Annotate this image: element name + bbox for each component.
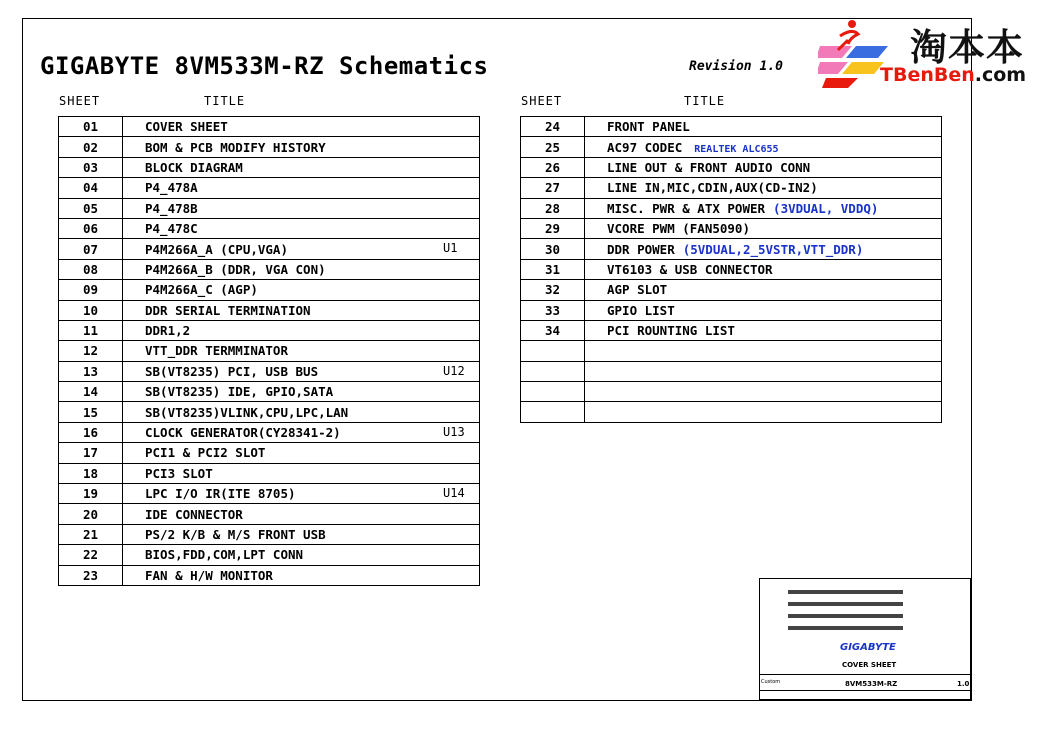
table-row bbox=[59, 239, 480, 259]
sheet-number: 11 bbox=[59, 320, 123, 340]
title-block-model: 8VM533M-RZ bbox=[845, 680, 898, 688]
sheet-number: 30 bbox=[521, 239, 585, 259]
table-row bbox=[59, 137, 480, 157]
sheet-title-cell bbox=[123, 300, 480, 320]
table-row bbox=[521, 198, 942, 218]
sheet-title-cell bbox=[123, 361, 480, 381]
sheet-title-cell bbox=[585, 382, 942, 402]
sheet-number bbox=[521, 361, 585, 381]
sheet-number: 33 bbox=[521, 300, 585, 320]
sheet-title-cell bbox=[585, 361, 942, 381]
sheet-title-cell bbox=[123, 239, 480, 259]
sheet-title: PS/2 K/B & M/S FRONT USB bbox=[145, 527, 326, 542]
sheet-title-cell bbox=[585, 198, 942, 218]
table-row bbox=[59, 157, 480, 177]
sheet-title: P4M266A_A (CPU,VGA) bbox=[145, 241, 288, 257]
sheet-title-cell bbox=[585, 402, 942, 422]
sheet-title-cell bbox=[123, 280, 480, 300]
sheet-number: 34 bbox=[521, 320, 585, 340]
title-block bbox=[759, 578, 971, 700]
sheet-number: 06 bbox=[59, 218, 123, 238]
title-block-divider bbox=[760, 690, 970, 691]
sheet-title-cell bbox=[123, 117, 480, 137]
sheet-number: 28 bbox=[521, 198, 585, 218]
sheet-number: 20 bbox=[59, 504, 123, 524]
table-row bbox=[521, 320, 942, 340]
sheet-title: DDR POWER bbox=[607, 241, 675, 257]
sheet-title-cell bbox=[123, 198, 480, 218]
sheet-title-cell bbox=[123, 422, 480, 442]
sheet-title: VT6103 & USB CONNECTOR bbox=[607, 261, 773, 277]
sheet-number: 23 bbox=[59, 565, 123, 585]
sheet-title: PCI3 SLOT bbox=[145, 465, 213, 481]
sheet-title: IDE CONNECTOR bbox=[145, 506, 243, 522]
table-row bbox=[521, 178, 942, 198]
table-row bbox=[521, 239, 942, 259]
sheet-title: SB(VT8235) IDE, GPIO,SATA bbox=[145, 384, 334, 400]
sheet-title: P4_478A bbox=[145, 180, 198, 196]
sheet-number: 05 bbox=[59, 198, 123, 218]
sheet-extra-note: (3VDUAL, VDDQ) bbox=[773, 200, 879, 216]
left-sheet-header: SHEET bbox=[59, 94, 101, 108]
table-row bbox=[59, 117, 480, 137]
sheet-title: PCI ROUNTING LIST bbox=[607, 323, 735, 339]
table-row bbox=[521, 382, 942, 402]
table-row bbox=[521, 341, 942, 361]
sheet-number: 22 bbox=[59, 545, 123, 565]
table-row bbox=[59, 565, 480, 585]
sheet-number: 29 bbox=[521, 218, 585, 238]
table-row bbox=[59, 545, 480, 565]
sheet-title: FAN & H/W MONITOR bbox=[145, 567, 273, 583]
sheet-number: 01 bbox=[59, 117, 123, 137]
sheet-title-cell bbox=[585, 218, 942, 238]
sheet-title-cell bbox=[123, 218, 480, 238]
sheet-title: BLOCK DIAGRAM bbox=[145, 159, 243, 175]
sheet-title-cell bbox=[585, 280, 942, 300]
table-row bbox=[59, 280, 480, 300]
sheet-title-cell bbox=[123, 524, 480, 544]
right-sheet-header: SHEET bbox=[521, 94, 563, 108]
sheet-title-cell bbox=[123, 545, 480, 565]
sheet-title: P4M266A_C (AGP) bbox=[145, 282, 258, 298]
sheet-title-cell bbox=[123, 157, 480, 177]
title-block-custom-label: Custom bbox=[761, 679, 781, 685]
sheet-title: P4_478B bbox=[145, 200, 198, 216]
table-row bbox=[521, 402, 942, 422]
sheet-title: SB(VT8235) PCI, USB BUS bbox=[145, 363, 319, 379]
sheet-title-cell bbox=[123, 137, 480, 157]
sheet-title: COVER SHEET bbox=[145, 119, 228, 135]
sheet-number: 03 bbox=[59, 157, 123, 177]
table-row bbox=[521, 259, 942, 279]
sheet-title: VTT_DDR TERMMINATOR bbox=[145, 343, 288, 359]
component-ref-note: U12 bbox=[443, 363, 465, 378]
sheet-number: 16 bbox=[59, 422, 123, 442]
component-ref-note: U13 bbox=[443, 424, 465, 439]
sheet-title-cell bbox=[585, 300, 942, 320]
sheet-number: 19 bbox=[59, 484, 123, 504]
sheet-title-cell bbox=[123, 504, 480, 524]
sheet-number: 12 bbox=[59, 341, 123, 361]
table-row bbox=[59, 422, 480, 442]
sheet-title: LPC I/O IR(ITE 8705) bbox=[145, 486, 296, 502]
sheet-title: BIOS,FDD,COM,LPT CONN bbox=[145, 547, 304, 563]
sheet-number: 18 bbox=[59, 463, 123, 483]
title-block-bar bbox=[788, 626, 903, 630]
sheet-title: AGP SLOT bbox=[607, 282, 668, 298]
sheet-number bbox=[521, 382, 585, 402]
table-row bbox=[521, 300, 942, 320]
sheet-title-cell bbox=[585, 157, 942, 177]
sheet-title-cell bbox=[123, 443, 480, 463]
sheet-number: 27 bbox=[521, 178, 585, 198]
sheet-title: DDR1,2 bbox=[145, 323, 191, 339]
component-ref-note: U14 bbox=[443, 486, 465, 501]
left-title-header: TITLE bbox=[204, 94, 246, 108]
title-block-sheet-name: COVER SHEET bbox=[842, 661, 897, 669]
table-row bbox=[59, 443, 480, 463]
sheet-title-cell bbox=[123, 178, 480, 198]
sheet-number: 31 bbox=[521, 259, 585, 279]
revision-label: Revision 1.0 bbox=[689, 59, 783, 74]
table-row bbox=[59, 524, 480, 544]
sheet-number bbox=[521, 341, 585, 361]
sheet-title: DDR SERIAL TERMINATION bbox=[145, 302, 311, 318]
table-row bbox=[521, 137, 942, 157]
table-row bbox=[59, 300, 480, 320]
sheet-title-cell bbox=[585, 341, 942, 361]
sheet-extra-note: (5VDUAL,2_5VSTR,VTT_DDR) bbox=[682, 241, 864, 257]
table-row bbox=[521, 117, 942, 137]
title-block-bar bbox=[788, 602, 903, 606]
logo-brand-text: TBenBen.com bbox=[880, 64, 1027, 86]
table-row bbox=[521, 218, 942, 238]
component-ref-note: U1 bbox=[443, 241, 458, 256]
table-row bbox=[59, 218, 480, 238]
title-block-bar bbox=[788, 614, 903, 618]
sheet-title-cell bbox=[585, 117, 942, 137]
sheet-number: 24 bbox=[521, 117, 585, 137]
sheet-title-cell bbox=[123, 320, 480, 340]
sheet-title: GPIO LIST bbox=[607, 302, 675, 318]
table-row bbox=[59, 402, 480, 422]
sheet-number: 10 bbox=[59, 300, 123, 320]
table-row bbox=[521, 157, 942, 177]
table-row bbox=[521, 361, 942, 381]
table-row bbox=[59, 320, 480, 340]
sheet-number: 13 bbox=[59, 361, 123, 381]
sheet-extra-note: REALTEK ALC655 bbox=[694, 143, 779, 155]
table-row bbox=[59, 341, 480, 361]
sheet-title-cell bbox=[123, 463, 480, 483]
table-row bbox=[59, 463, 480, 483]
sheet-title: PCI1 & PCI2 SLOT bbox=[145, 445, 266, 461]
sheet-number: 02 bbox=[59, 137, 123, 157]
table-row bbox=[59, 382, 480, 402]
sheet-number: 15 bbox=[59, 402, 123, 422]
right-sheet-table bbox=[520, 116, 942, 423]
sheet-title: CLOCK GENERATOR(CY28341-2) bbox=[145, 425, 341, 441]
sheet-title-cell bbox=[585, 178, 942, 198]
sheet-number: 17 bbox=[59, 443, 123, 463]
sheet-title: VCORE PWM (FAN5090) bbox=[607, 221, 750, 237]
table-row bbox=[59, 484, 480, 504]
sheet-title: P4_478C bbox=[145, 221, 198, 237]
sheet-number: 09 bbox=[59, 280, 123, 300]
sheet-number: 21 bbox=[59, 524, 123, 544]
sheet-title-cell bbox=[585, 259, 942, 279]
sheet-title: FRONT PANEL bbox=[607, 119, 690, 135]
sheet-title-cell bbox=[123, 484, 480, 504]
sheet-title: AC97 CODEC bbox=[607, 139, 683, 155]
sheet-title: LINE OUT & FRONT AUDIO CONN bbox=[607, 159, 811, 175]
left-sheet-table bbox=[58, 116, 480, 586]
right-title-header: TITLE bbox=[684, 94, 726, 108]
sheet-number: 26 bbox=[521, 157, 585, 177]
sheet-number: 14 bbox=[59, 382, 123, 402]
sheet-number: 32 bbox=[521, 280, 585, 300]
sheet-title: P4M266A_B (DDR, VGA CON) bbox=[145, 261, 326, 277]
sheet-title-cell bbox=[123, 402, 480, 422]
table-row bbox=[59, 198, 480, 218]
sheet-number: 08 bbox=[59, 259, 123, 279]
table-row bbox=[59, 504, 480, 524]
sheet-title-cell bbox=[585, 320, 942, 340]
sheet-title: SB(VT8235)VLINK,CPU,LPC,LAN bbox=[145, 404, 349, 420]
table-row bbox=[59, 259, 480, 279]
sheet-title-cell bbox=[123, 382, 480, 402]
title-block-bar bbox=[788, 590, 903, 594]
sheet-title: MISC. PWR & ATX POWER bbox=[607, 200, 766, 216]
sheet-number bbox=[521, 402, 585, 422]
sheet-title-cell bbox=[585, 239, 942, 259]
sheet-title: LINE IN,MIC,CDIN,AUX(CD-IN2) bbox=[607, 180, 818, 196]
sheet-number: 25 bbox=[521, 137, 585, 157]
title-block-company: GIGABYTE bbox=[840, 642, 896, 653]
sheet-number: 07 bbox=[59, 239, 123, 259]
sheet-title-cell bbox=[123, 341, 480, 361]
sheet-title-cell bbox=[123, 565, 480, 585]
page-title: GIGABYTE 8VM533M-RZ Schematics bbox=[40, 52, 489, 80]
title-block-divider bbox=[760, 674, 970, 675]
table-row bbox=[59, 178, 480, 198]
sheet-title-cell bbox=[585, 137, 942, 157]
table-row bbox=[59, 361, 480, 381]
table-row bbox=[521, 280, 942, 300]
sheet-title-cell bbox=[123, 259, 480, 279]
logo-chinese-text: 淘本本 bbox=[910, 26, 1024, 69]
sheet-title: BOM & PCB MODIFY HISTORY bbox=[145, 139, 326, 155]
sheet-number: 04 bbox=[59, 178, 123, 198]
title-block-revision: 1.0 bbox=[957, 680, 970, 688]
